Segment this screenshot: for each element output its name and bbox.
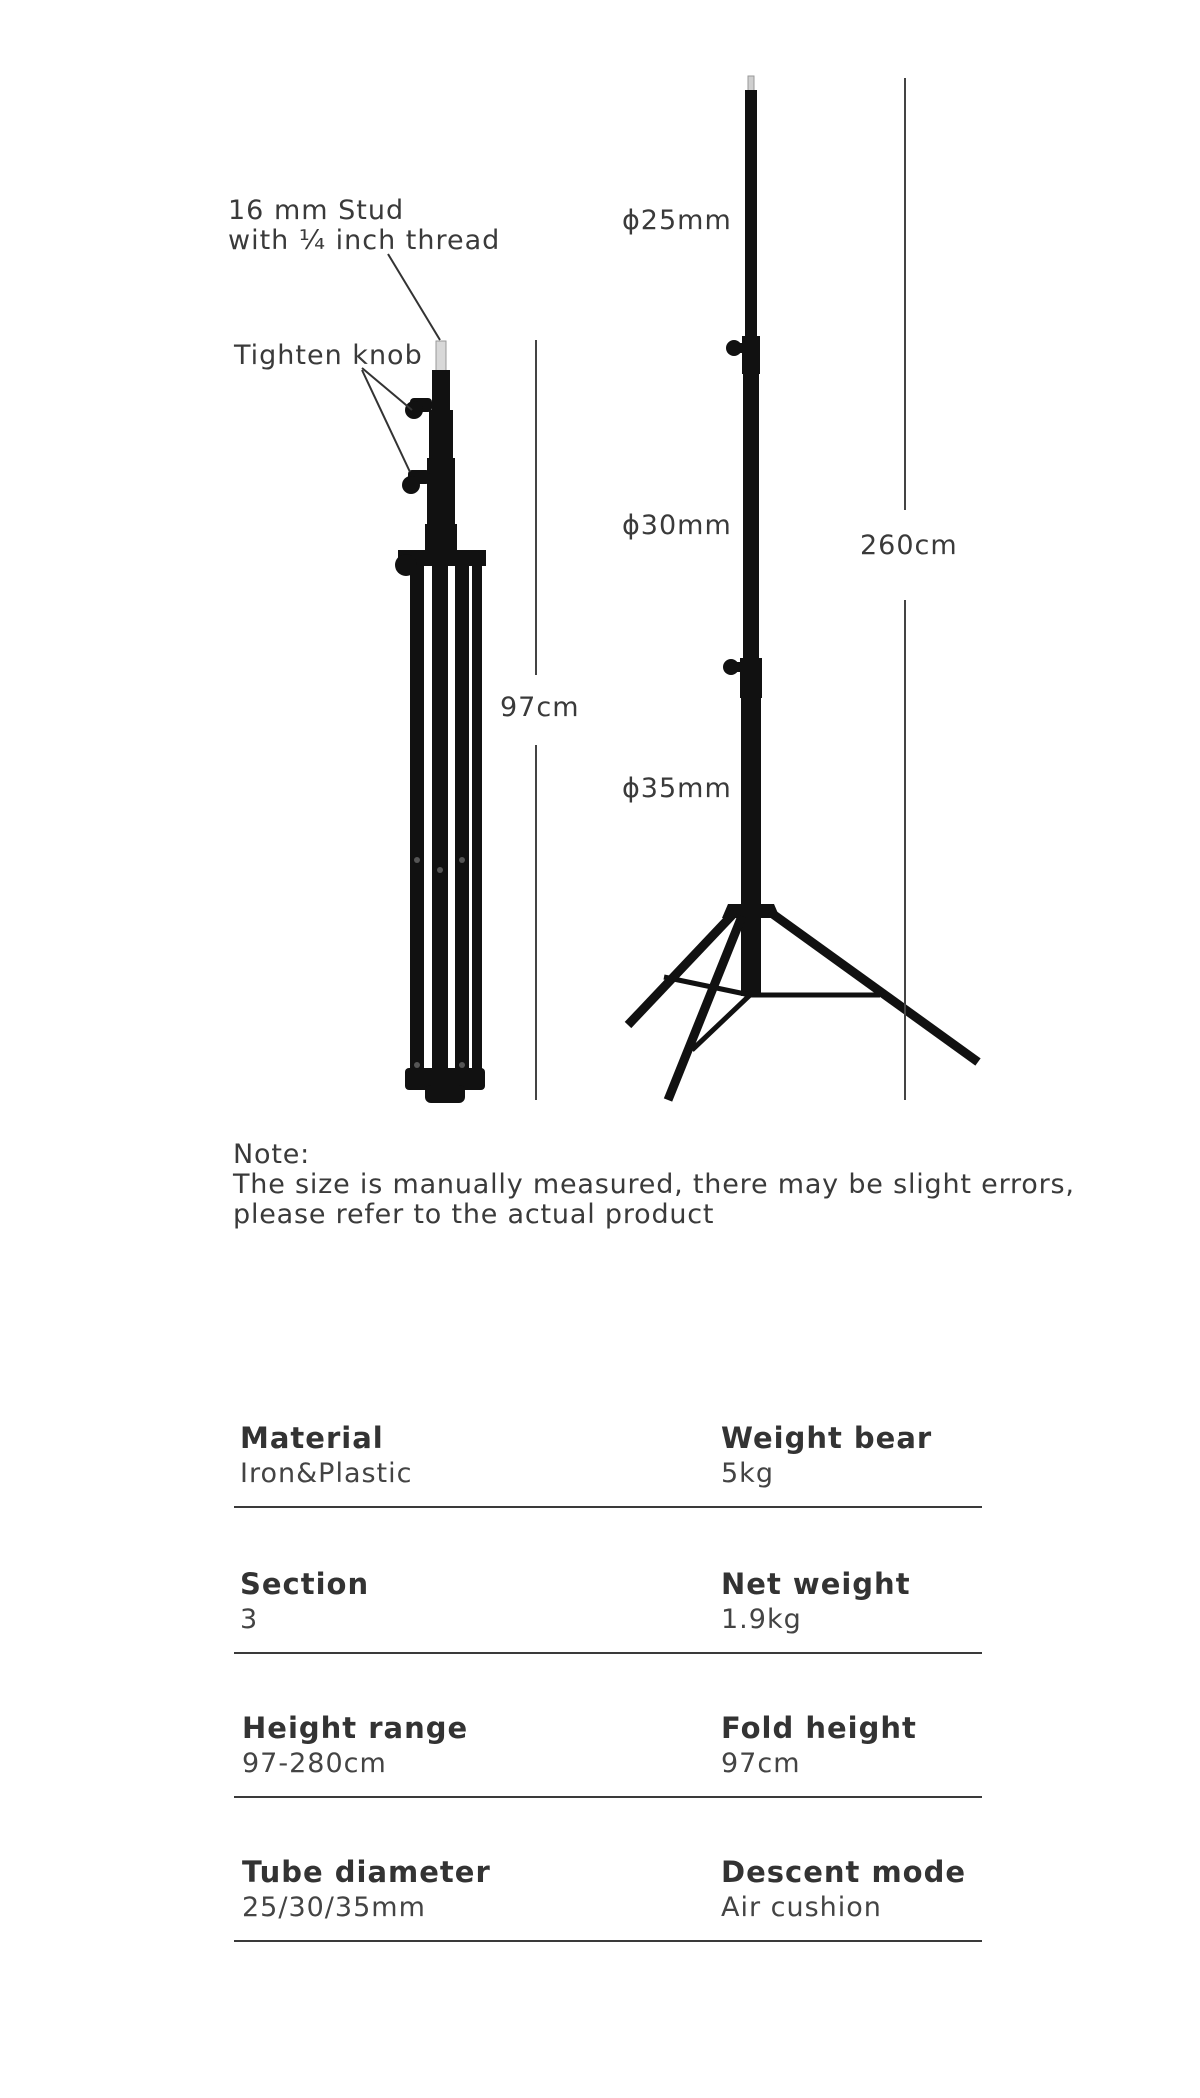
- spec-label: Descent mode: [721, 1855, 967, 1889]
- spec-fold-height: [721, 1711, 917, 1781]
- spec-section: [240, 1567, 369, 1637]
- spec-height-range: [242, 1711, 468, 1781]
- spec-value: 3: [240, 1604, 259, 1635]
- extended-stand-legs: [628, 912, 978, 1100]
- row-divider: [234, 1506, 982, 1508]
- spec-label: Tube diameter: [242, 1855, 491, 1889]
- spec-value: Air cushion: [721, 1892, 882, 1923]
- stud-label-line2: with ¼ inch thread: [228, 225, 501, 256]
- spec-label: Material: [240, 1421, 384, 1455]
- spec-label: Height range: [242, 1711, 469, 1745]
- spec-label: Fold height: [721, 1711, 917, 1745]
- spec-value: 97cm: [721, 1748, 801, 1779]
- diameter-mid-label: ϕ30mm: [622, 510, 732, 541]
- diameter-bottom-label: ϕ35mm: [622, 773, 732, 804]
- measurement-note: [233, 1140, 1075, 1230]
- spec-value: 25/30/35mm: [242, 1892, 426, 1923]
- spec-label: Net weight: [721, 1567, 911, 1601]
- note-title: Note:: [233, 1139, 311, 1170]
- row-divider: [234, 1652, 982, 1654]
- spec-tube-diameter: [242, 1855, 491, 1925]
- spec-weight-bear: [721, 1421, 932, 1491]
- row-divider: [234, 1940, 982, 1942]
- full-height-label: 260cm: [860, 530, 958, 561]
- spec-value: 97-280cm: [242, 1748, 387, 1779]
- spec-label: Section: [240, 1567, 370, 1601]
- spec-net-weight: [721, 1567, 911, 1637]
- spec-descent-mode: [721, 1855, 966, 1925]
- tighten-knob-label: Tighten knob: [234, 340, 423, 371]
- folded-stand-image: [395, 341, 486, 1103]
- spec-value: 1.9kg: [721, 1604, 802, 1635]
- folded-height-label: 97cm: [500, 692, 580, 723]
- spec-material: [240, 1421, 412, 1491]
- stud-label-line1: 16 mm Stud: [228, 195, 405, 226]
- spec-value: Iron&Plastic: [240, 1458, 413, 1489]
- spec-value: 5kg: [721, 1458, 774, 1489]
- spec-label: Weight bear: [721, 1421, 933, 1455]
- diameter-top-label: ϕ25mm: [622, 205, 732, 236]
- note-line-1: The size is manually measured, there may be slight errors,: [233, 1169, 1075, 1200]
- note-line-2: please refer to the actual product: [233, 1199, 715, 1230]
- row-divider: [234, 1796, 982, 1798]
